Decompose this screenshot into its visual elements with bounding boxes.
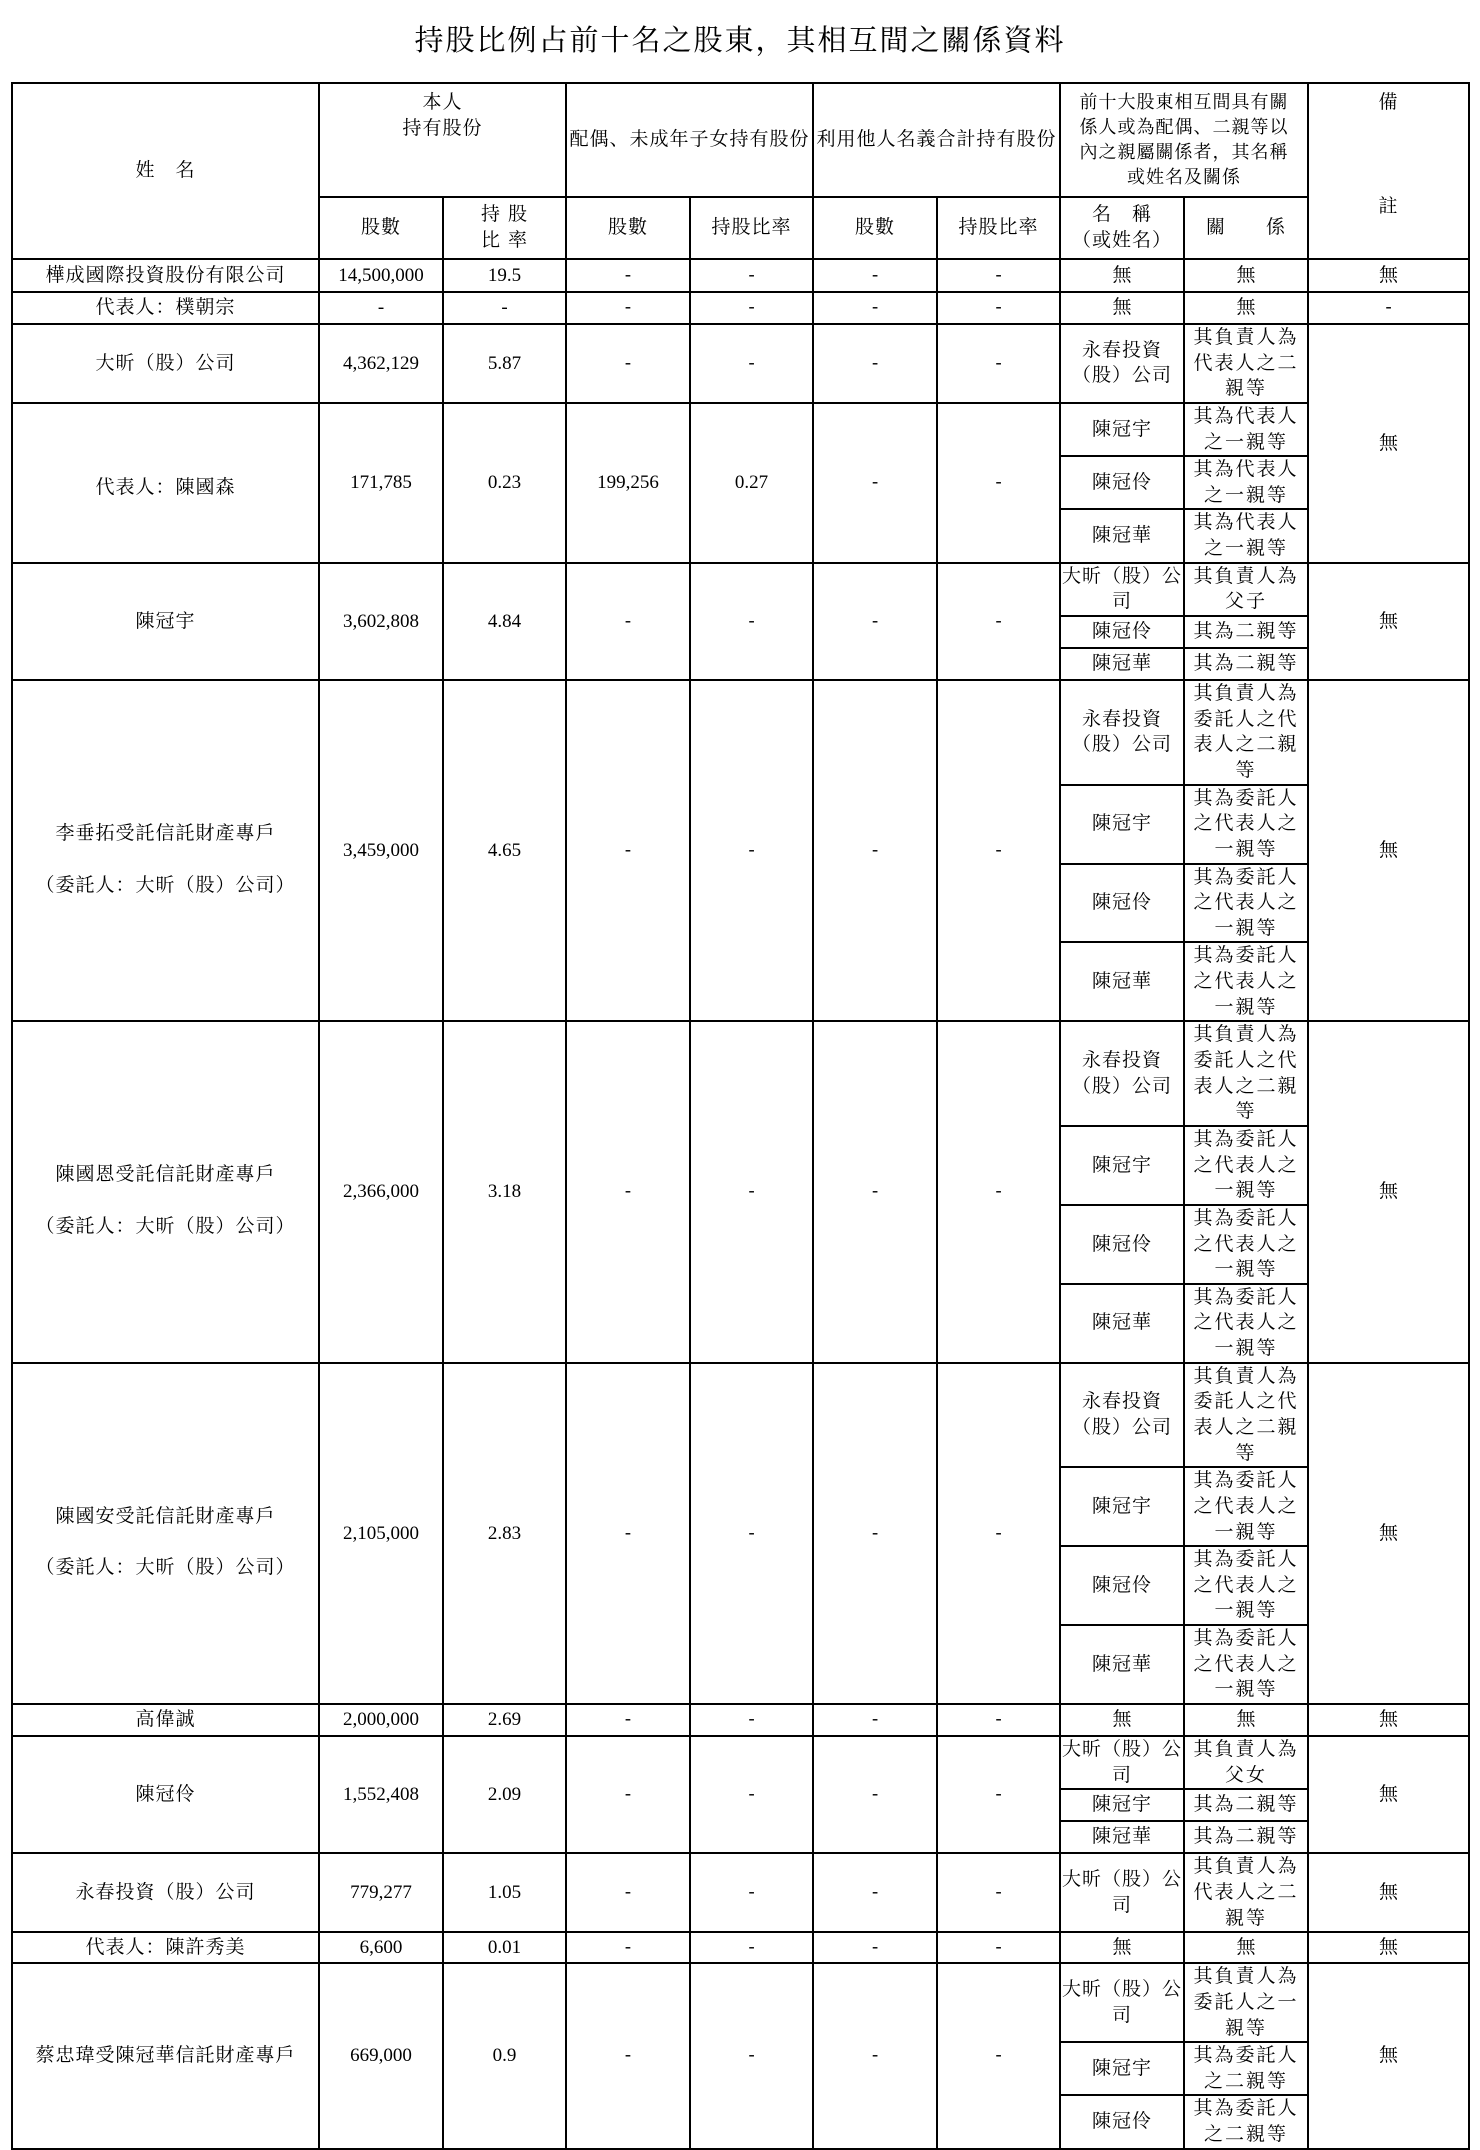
related-party-name: 陳冠宇	[1060, 1467, 1184, 1546]
related-party-name: 陳冠華	[1060, 648, 1184, 680]
none-cell: 無	[1308, 259, 1469, 292]
dash-cell: -	[937, 1363, 1060, 1704]
related-party-name: 大昕（股）公司	[1060, 1963, 1184, 2042]
related-party-name: 陳冠宇	[1060, 785, 1184, 864]
relationship: 其為二親等	[1184, 616, 1308, 648]
header-remark: 備 註	[1308, 83, 1469, 259]
related-party-name: 大昕（股）公司	[1060, 563, 1184, 616]
relationship: 其負責人為委託人之一親等	[1184, 1963, 1308, 2042]
relationship: 其為代表人之一親等	[1184, 509, 1308, 562]
none-cell: 無	[1060, 1704, 1184, 1736]
dash-cell: -	[443, 292, 566, 324]
dash-cell: -	[813, 563, 937, 680]
dash-cell: -	[813, 1932, 937, 1963]
shareholder-table	[11, 82, 1470, 2150]
dash-cell: -	[566, 1704, 690, 1736]
related-party-name: 永春投資（股）公司	[1060, 680, 1184, 785]
dash-cell: -	[690, 563, 813, 680]
dash-cell: -	[937, 1736, 1060, 1853]
dash-cell: -	[566, 259, 690, 292]
relationship: 其負責人為代表人之二親等	[1184, 1853, 1308, 1932]
shares-cell: 2,000,000	[319, 1704, 443, 1736]
dash-cell: -	[1308, 292, 1469, 324]
table-row	[12, 259, 1469, 292]
dash-cell: -	[566, 1021, 690, 1362]
relationship: 其為委託人之代表人之一親等	[1184, 1546, 1308, 1625]
dash-cell: -	[813, 1021, 937, 1362]
header-ratio: 持股比率	[937, 197, 1060, 259]
ratio-cell: 5.87	[443, 324, 566, 403]
related-party-name: 陳冠伶	[1060, 1205, 1184, 1284]
remark-cell: 無	[1308, 1853, 1469, 1932]
shareholder-name: 陳國恩受託信託財產專戶 （委託人：大昕（股）公司）	[12, 1021, 319, 1362]
dash-cell: -	[690, 1963, 813, 2148]
ratio-cell: 0.9	[443, 1963, 566, 2148]
ratio-cell: 2.83	[443, 1363, 566, 1704]
relationship: 其為委託人之二親等	[1184, 2095, 1308, 2148]
related-party-name: 陳冠華	[1060, 1284, 1184, 1363]
dash-cell: -	[813, 680, 937, 1021]
relationship: 其為代表人之一親等	[1184, 403, 1308, 456]
related-party-name: 陳冠宇	[1060, 1789, 1184, 1821]
dash-cell: -	[566, 1932, 690, 1963]
relationship: 其為二親等	[1184, 648, 1308, 680]
spouse-ratio-cell: 0.27	[690, 403, 813, 563]
table-row	[12, 1932, 1469, 1963]
related-party-name: 陳冠華	[1060, 509, 1184, 562]
related-party-name: 大昕（股）公司	[1060, 1853, 1184, 1932]
relationship: 其為委託人之代表人之一親等	[1184, 785, 1308, 864]
relationship: 其負責人為委託人之代表人之二親等	[1184, 680, 1308, 785]
relationship: 其為委託人之代表人之一親等	[1184, 1467, 1308, 1546]
shares-cell: 3,459,000	[319, 680, 443, 1021]
dash-cell: -	[937, 1704, 1060, 1736]
ratio-cell: 4.65	[443, 680, 566, 1021]
related-party-name: 陳冠宇	[1060, 403, 1184, 456]
dash-cell: -	[937, 680, 1060, 1021]
dash-cell: -	[937, 403, 1060, 563]
table-row	[12, 1853, 1469, 1932]
ratio-cell: 0.23	[443, 403, 566, 563]
none-cell: 無	[1308, 1932, 1469, 1963]
representative-name: 代表人：陳許秀美	[12, 1932, 319, 1963]
shares-cell: 4,362,129	[319, 324, 443, 403]
shareholder-name: 陳冠宇	[12, 563, 319, 680]
dash-cell: -	[690, 1932, 813, 1963]
representative-name: 代表人：陳國森	[12, 403, 319, 563]
related-party-name: 陳冠伶	[1060, 1546, 1184, 1625]
table-row	[12, 563, 1469, 616]
relationship: 其為委託人之代表人之一親等	[1184, 1126, 1308, 1205]
remark-cell: 無	[1308, 563, 1469, 680]
relationship: 其為委託人之代表人之一親等	[1184, 864, 1308, 943]
none-cell: 無	[1308, 1704, 1469, 1736]
header-spouse-shares: 配偶、未成年子女持有股份	[566, 83, 813, 197]
table-row	[12, 680, 1469, 785]
dash-cell: -	[690, 1021, 813, 1362]
relationship: 其為委託人之二親等	[1184, 2042, 1308, 2095]
header-nominee-shares: 利用他人名義合計持有股份	[813, 83, 1060, 197]
dash-cell: -	[690, 1704, 813, 1736]
dash-cell: -	[690, 292, 813, 324]
remark-cell: 無	[1308, 1736, 1469, 1853]
shares-cell: 669,000	[319, 1963, 443, 2148]
shares-cell: 1,552,408	[319, 1736, 443, 1853]
dash-cell: -	[813, 1853, 937, 1932]
page-title: 持股比例占前十名之股東，其相互間之關係資料	[414, 23, 1066, 57]
shareholder-name: 陳國安受託信託財產專戶 （委託人：大昕（股）公司）	[12, 1363, 319, 1704]
header-own-shares: 本人 持有股份	[319, 83, 566, 197]
dash-cell: -	[690, 1363, 813, 1704]
spouse-shares-cell: 199,256	[566, 403, 690, 563]
dash-cell: -	[813, 403, 937, 563]
related-party-name: 陳冠伶	[1060, 616, 1184, 648]
relationship: 其為代表人之一親等	[1184, 456, 1308, 509]
header-relname: 名 稱 （或姓名）	[1060, 197, 1184, 259]
shareholder-name: 大昕（股）公司	[12, 324, 319, 403]
ratio-cell: 3.18	[443, 1021, 566, 1362]
shares-cell: 779,277	[319, 1853, 443, 1932]
dash-cell: -	[937, 563, 1060, 680]
dash-cell: -	[690, 324, 813, 403]
related-party-name: 陳冠華	[1060, 1625, 1184, 1704]
dash-cell: -	[566, 1363, 690, 1704]
table-row	[12, 1704, 1469, 1736]
ratio-cell: 1.05	[443, 1853, 566, 1932]
dash-cell: -	[937, 1932, 1060, 1963]
relationship: 其為二親等	[1184, 1821, 1308, 1853]
representative-name: 代表人：樸朝宗	[12, 292, 319, 324]
ratio-cell: 0.01	[443, 1932, 566, 1963]
table-row	[12, 403, 1469, 456]
relationship: 其為二親等	[1184, 1789, 1308, 1821]
related-party-name: 陳冠宇	[1060, 1126, 1184, 1205]
shareholder-name: 李垂拓受託信託財產專戶 （委託人：大昕（股）公司）	[12, 680, 319, 1021]
dash-cell: -	[319, 292, 443, 324]
dash-cell: -	[937, 1963, 1060, 2148]
relationship: 其負責人為委託人之代表人之二親等	[1184, 1021, 1308, 1126]
shares-cell: 3,602,808	[319, 563, 443, 680]
related-party-name: 永春投資（股）公司	[1060, 1363, 1184, 1468]
shares-cell: 171,785	[319, 403, 443, 563]
dash-cell: -	[937, 292, 1060, 324]
header-shares: 股數	[813, 197, 937, 259]
relationship: 其負責人為父女	[1184, 1736, 1308, 1789]
none-cell: 無	[1060, 292, 1184, 324]
dash-cell: -	[690, 259, 813, 292]
dash-cell: -	[690, 1736, 813, 1853]
dash-cell: -	[813, 1363, 937, 1704]
shareholder-name: 樺成國際投資股份有限公司	[12, 259, 319, 292]
table-row	[12, 324, 1469, 403]
remark-cell: 無	[1308, 680, 1469, 1021]
none-cell: 無	[1184, 1932, 1308, 1963]
table-row	[12, 1736, 1469, 1789]
shareholder-name: 永春投資（股）公司	[12, 1853, 319, 1932]
dash-cell: -	[566, 1853, 690, 1932]
ratio-cell: 4.84	[443, 563, 566, 680]
dash-cell: -	[813, 324, 937, 403]
dash-cell: -	[566, 1963, 690, 2148]
shares-cell: 14,500,000	[319, 259, 443, 292]
relationship: 其負責人為代表人之二親等	[1184, 324, 1308, 403]
dash-cell: -	[690, 680, 813, 1021]
none-cell: 無	[1184, 1704, 1308, 1736]
ratio-cell: 2.09	[443, 1736, 566, 1853]
none-cell: 無	[1184, 259, 1308, 292]
dash-cell: -	[690, 1853, 813, 1932]
header-relations: 前十大股東相互間具有關 係人或為配偶、二親等以 內之親屬關係者，其名稱 或姓名及關係	[1060, 83, 1308, 197]
header-ratio: 持股比率	[690, 197, 813, 259]
dash-cell: -	[813, 1704, 937, 1736]
header-shares: 股數	[319, 197, 443, 259]
relationship: 其為委託人之代表人之一親等	[1184, 1205, 1308, 1284]
relationship: 其為委託人之代表人之一親等	[1184, 1284, 1308, 1363]
dash-cell: -	[566, 680, 690, 1021]
dash-cell: -	[566, 563, 690, 680]
related-party-name: 陳冠伶	[1060, 456, 1184, 509]
ratio-cell: 2.69	[443, 1704, 566, 1736]
shareholder-name: 蔡忠瑋受陳冠華信託財產專戶	[12, 1963, 319, 2148]
remark-cell: 無	[1308, 1363, 1469, 1704]
shares-cell: 2,105,000	[319, 1363, 443, 1704]
table-row	[12, 292, 1469, 324]
related-party-name: 大昕（股）公司	[1060, 1736, 1184, 1789]
table-row	[12, 1021, 1469, 1126]
shares-cell: 2,366,000	[319, 1021, 443, 1362]
related-party-name: 陳冠伶	[1060, 2095, 1184, 2148]
table-row	[12, 1963, 1469, 2042]
related-party-name: 陳冠華	[1060, 1821, 1184, 1853]
relationship: 其負責人為委託人之代表人之二親等	[1184, 1363, 1308, 1468]
dash-cell: -	[566, 292, 690, 324]
header-shares: 股數	[566, 197, 690, 259]
relationship: 其為委託人之代表人之一親等	[1184, 942, 1308, 1021]
remark-cell: 無	[1308, 1963, 1469, 2148]
header-name: 姓 名	[12, 83, 319, 259]
table-row	[12, 1363, 1469, 1468]
dash-cell: -	[937, 324, 1060, 403]
dash-cell: -	[566, 1736, 690, 1853]
header-ratio: 持 股 比 率	[443, 197, 566, 259]
dash-cell: -	[813, 1963, 937, 2148]
related-party-name: 永春投資（股）公司	[1060, 1021, 1184, 1126]
dash-cell: -	[937, 259, 1060, 292]
dash-cell: -	[813, 292, 937, 324]
related-party-name: 陳冠華	[1060, 942, 1184, 1021]
none-cell: 無	[1060, 1932, 1184, 1963]
related-party-name: 陳冠宇	[1060, 2042, 1184, 2095]
ratio-cell: 19.5	[443, 259, 566, 292]
none-cell: 無	[1184, 292, 1308, 324]
dash-cell: -	[813, 1736, 937, 1853]
header-relation: 關 係	[1184, 197, 1308, 259]
related-party-name: 永春投資（股）公司	[1060, 324, 1184, 403]
related-party-name: 陳冠伶	[1060, 864, 1184, 943]
dash-cell: -	[937, 1021, 1060, 1362]
relationship: 其為委託人之代表人之一親等	[1184, 1625, 1308, 1704]
remark-cell: 無	[1308, 1021, 1469, 1362]
dash-cell: -	[566, 324, 690, 403]
shareholder-name: 陳冠伶	[12, 1736, 319, 1853]
dash-cell: -	[937, 1853, 1060, 1932]
none-cell: 無	[1060, 259, 1184, 292]
relationship: 其負責人為父子	[1184, 563, 1308, 616]
dash-cell: -	[813, 259, 937, 292]
remark-cell: 無	[1308, 324, 1469, 563]
shares-cell: 6,600	[319, 1932, 443, 1963]
shareholder-name: 高偉誠	[12, 1704, 319, 1736]
